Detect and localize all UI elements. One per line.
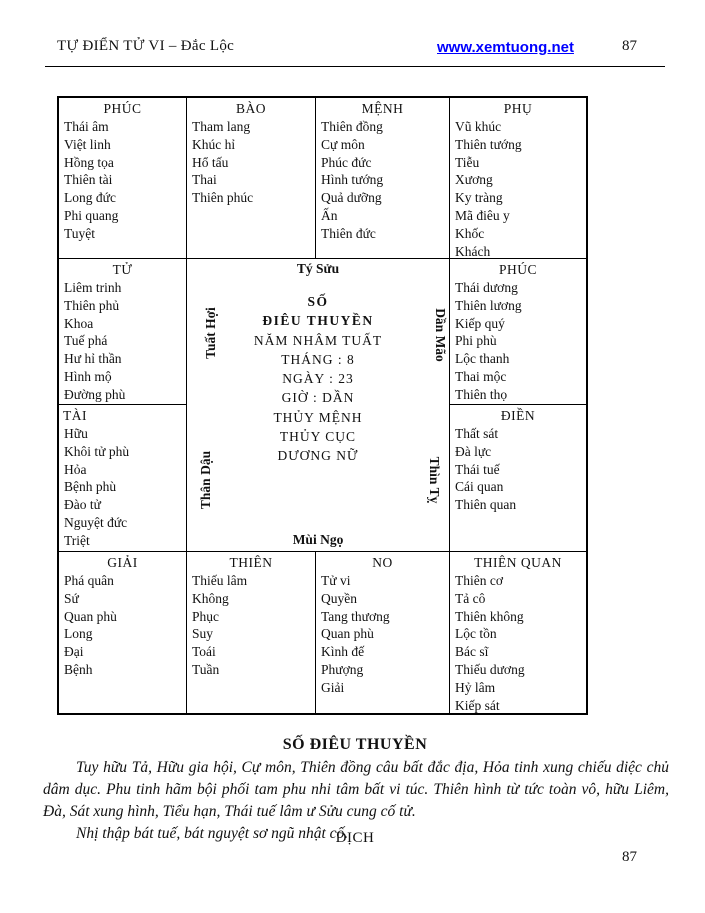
- star-item: Long đức: [64, 190, 116, 206]
- star-item: Ky tràng: [455, 190, 503, 206]
- star-item: Thiên tài: [64, 172, 113, 188]
- star-item: Quyền: [321, 590, 357, 606]
- star-item: Sứ: [64, 590, 79, 606]
- star-item: Suy: [192, 626, 214, 642]
- star-item: Đại: [64, 644, 84, 660]
- star-item: Thiên không: [455, 608, 524, 624]
- star-item: Khôi tử phù: [64, 443, 130, 459]
- star-item: Long: [64, 626, 93, 642]
- info-menh: THỦY MỆNH: [273, 409, 363, 425]
- palace-phuc-top: [59, 98, 187, 259]
- star-item: Thiên phủ: [64, 297, 120, 313]
- star-item: Hỷ lâm: [455, 679, 496, 695]
- info-name: ĐIÊU THUYỀN: [262, 313, 374, 329]
- star-item: Đào tử: [64, 497, 101, 513]
- star-item: Phượng: [321, 661, 364, 677]
- star-item: Kình đế: [321, 644, 365, 660]
- palace-title: NO: [372, 555, 393, 570]
- star-item: Khách: [455, 243, 491, 259]
- star-item: Thất sát: [455, 426, 499, 441]
- star-item: Bệnh phù: [64, 479, 117, 495]
- palace-tu: [59, 259, 187, 405]
- star-list: [187, 118, 315, 207]
- star-item: Hỏa: [64, 461, 87, 477]
- star-item: Hình mộ: [64, 368, 112, 384]
- star-item: Bác sĩ: [455, 644, 489, 660]
- branch-label-left-lower: Thân Dậu: [198, 450, 213, 510]
- star-list: [450, 279, 586, 404]
- star-list: [450, 425, 586, 514]
- star-list: [59, 425, 186, 550]
- info-cuc: THỦY CỤC: [279, 429, 357, 445]
- star-item: Tham lang: [192, 119, 251, 134]
- info-so: SỐ: [307, 294, 329, 309]
- header-page-number: 87: [622, 38, 637, 54]
- star-item: Giải: [321, 679, 345, 695]
- star-item: Thiên quan: [455, 497, 517, 513]
- star-item: Thiếu dương: [455, 661, 525, 677]
- star-item: Lộc thanh: [455, 351, 510, 367]
- palace-tai: [59, 405, 187, 552]
- info-gender: DƯƠNG NỮ: [277, 448, 359, 464]
- star-item: Thiên đồng: [321, 119, 383, 134]
- tuvi-chart: [57, 96, 588, 715]
- star-item: Tuần: [192, 661, 220, 677]
- star-item: Khúc hỉ: [192, 136, 236, 152]
- star-item: Khoa: [64, 315, 94, 331]
- star-item: Đường phù: [64, 386, 126, 402]
- info-month: THÁNG : 8: [281, 351, 355, 367]
- palace-dien: [450, 405, 586, 552]
- star-item: Thiên tướng: [455, 136, 522, 152]
- star-item: Tả cô: [455, 590, 486, 606]
- palace-title: THIÊN QUAN: [474, 555, 562, 570]
- star-item: Hư hỉ thần: [64, 351, 122, 367]
- header-divider: [45, 66, 665, 67]
- star-item: Cái quan: [455, 479, 504, 495]
- star-item: Ấn: [321, 207, 338, 223]
- star-item: Đà lực: [455, 443, 492, 459]
- website-link[interactable]: www.xemtuong.net: [437, 39, 574, 56]
- footer-page-number: 87: [622, 849, 637, 865]
- star-list: [450, 118, 586, 259]
- star-item: Thiên đức: [321, 225, 376, 241]
- chart-center-panel: [187, 259, 450, 552]
- palace-title: PHỤ: [503, 101, 533, 116]
- summary-heading: SỐ ĐIÊU THUYỀN: [282, 736, 428, 753]
- star-item: Thái dương: [455, 280, 518, 295]
- star-item: Tuế phá: [64, 333, 108, 349]
- star-item: Thai mộc: [455, 368, 507, 384]
- palace-title: THIÊN: [229, 555, 273, 570]
- star-item: Vũ khúc: [455, 119, 502, 134]
- star-item: Hình tướng: [321, 172, 384, 188]
- star-item: Thái âm: [64, 119, 109, 134]
- star-item: Xương: [455, 172, 493, 188]
- branch-label-right-upper: Dần Mão: [433, 308, 448, 362]
- star-list: [59, 572, 186, 679]
- star-list: [450, 572, 586, 713]
- star-item: Phục: [192, 608, 219, 624]
- branch-label-top: Tý Sửu: [296, 261, 340, 276]
- info-hour: GIỜ : DẦN: [281, 390, 355, 406]
- palace-title: GIẢI: [107, 555, 138, 570]
- book-title: TỰ ĐIỂN TỬ VI – Đắc Lộc: [57, 38, 235, 54]
- star-item: Thiếu lâm: [192, 573, 248, 588]
- palace-no: [316, 552, 450, 713]
- star-item: Tuyệt: [64, 225, 96, 241]
- star-item: Tử vi: [321, 573, 351, 588]
- star-list: [59, 118, 186, 243]
- star-item: Liêm trinh: [64, 280, 122, 295]
- star-item: Kiếp sát: [455, 697, 500, 713]
- branch-label-bottom: Mùi Ngọ: [292, 532, 344, 547]
- star-item: Mã điêu y: [455, 207, 510, 223]
- star-item: Hữu: [64, 426, 88, 441]
- star-item: Thiên cơ: [455, 573, 503, 588]
- palace-title: TỬ: [112, 262, 133, 277]
- branch-label-right-lower: Thìn Tỵ: [427, 456, 442, 504]
- star-item: Lộc tồn: [455, 626, 497, 642]
- palace-title: PHÚC: [498, 262, 537, 277]
- star-list: [316, 118, 449, 243]
- palace-thien: [187, 552, 316, 713]
- dich-label: DỊCH: [335, 830, 375, 846]
- star-item: Tang thương: [321, 608, 390, 624]
- star-item: Tiễu: [455, 154, 480, 170]
- palace-title: TÀI: [63, 408, 87, 423]
- palace-title: BÀO: [235, 101, 266, 116]
- palace-phuc-right: [450, 259, 586, 405]
- palace-phu: [450, 98, 586, 259]
- star-item: Thai: [192, 172, 217, 188]
- star-item: Quan phù: [64, 608, 117, 624]
- star-item: Việt linh: [64, 136, 111, 152]
- star-item: Phá quân: [64, 573, 114, 588]
- palace-title: ĐIỀN: [500, 408, 536, 423]
- star-item: Thái tuế: [455, 461, 500, 477]
- star-item: Phi quang: [64, 207, 119, 223]
- star-item: Phúc đức: [321, 154, 372, 170]
- star-item: Toái: [192, 644, 216, 660]
- palace-thien-quan: [450, 552, 586, 713]
- star-item: Quả dưỡng: [321, 190, 382, 206]
- star-item: Cự môn: [321, 136, 365, 152]
- star-item: Quan phù: [321, 626, 374, 642]
- summary-paragraph: Tuy hữu Tả, Hữu gia hội, Cự môn, Thiên đồng câu bất đắc địa, Hỏa tinh xung chiếu diệc chủ dâm dục. Phu tinh hãm bội phối tam phu nhi tâm bất vi túc. Thiên hình từ tức toàn vô, hữu Liêm, Đà, Sát xung hình, Tiểu hạn, Thái tuế lâm ư Sửu cung cố tử.: [43, 759, 669, 820]
- palace-title: PHÚC: [103, 101, 142, 116]
- star-item: Kiếp quý: [455, 315, 505, 331]
- info-year: NĂM NHÂM TUẤT: [253, 332, 383, 348]
- info-day: NGÀY : 23: [282, 371, 354, 387]
- horoscope-info: [187, 292, 449, 466]
- star-item: Khốc: [455, 225, 485, 241]
- star-item: Hồng tọa: [64, 154, 114, 170]
- star-item: Triệt: [64, 532, 90, 548]
- star-item: Nguyệt đức: [64, 514, 128, 530]
- branch-label-left-upper: Tuất Hợi: [203, 307, 218, 359]
- palace-title: MỆNH: [361, 101, 404, 116]
- star-item: Hổ tấu: [192, 154, 229, 170]
- palace-giai: [59, 552, 187, 713]
- star-item: Thiên phúc: [192, 190, 254, 206]
- star-item: Phi phù: [455, 333, 497, 349]
- star-list: [187, 572, 315, 679]
- star-list: [59, 279, 186, 404]
- star-list: [316, 572, 449, 697]
- star-item: Thiên thọ: [455, 386, 508, 402]
- star-item: Bệnh: [64, 661, 93, 677]
- star-item: Thiên lương: [455, 297, 522, 313]
- star-item: Không: [192, 590, 229, 606]
- palace-menh: [316, 98, 450, 259]
- summary-closing-line: Nhị thập bát tuế, bát nguyệt sơ ngũ nhật cố.: [76, 825, 349, 842]
- palace-bao: [187, 98, 316, 259]
